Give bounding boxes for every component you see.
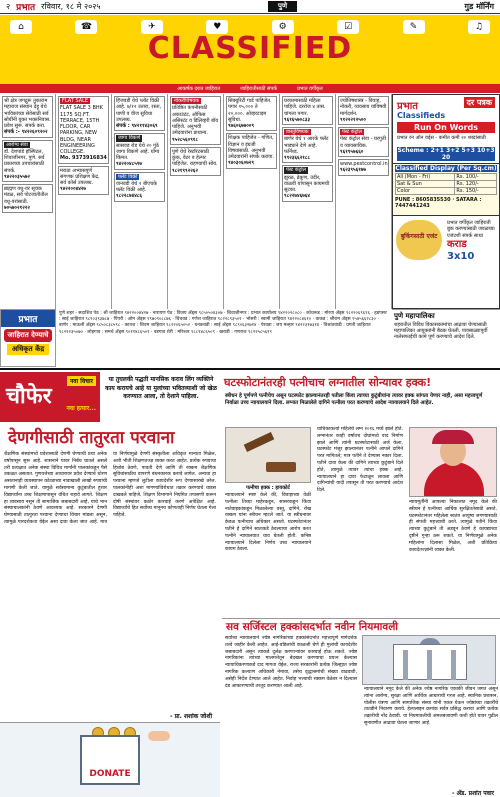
phone-icon: ☎ — [75, 20, 97, 34]
story-text: न्यायालयाने स्पष्ट केले की, विवाहाच्या वेळी पत्नीला तिच्या माहेरकडून, सासरकडून किंवा नातेवाइकांकडून मिळालेल्या वस्तू, दागिने, रोख रक्कम यांना स्त्रीधन म्हटले जाते. या स्त्रीधनावर केवळ पत्नीचाच अधिकार असतो. घटस्फोटानंतर पतीने हे दागिने स्वतःकडे ठेवल्याचा आरोप करत पत्नीने न्यायालयात धाव घेतली होती. कनिष्ठ न्यायालयाने दिलेला निर्णय उच्च न्यायालयाने कायम ठेवला. — [225, 493, 311, 553]
ad-text: प्रतिष्ठित कंपनीसाठी अकाउंटंट, ऑफिस असिस्टंट व डिलिव्हरी बॉय पाहिजे. अनुभवी उमेदवारांना प्राधान्य. — [172, 105, 219, 137]
ad-category: वास्तुविषयक — [286, 129, 309, 135]
display-rates — [392, 164, 500, 216]
ad-category: फ्लॅट विक्री — [118, 173, 138, 180]
ad-text: ब्राह्मण वधू-वर सूचक मंडळ, सर्व पोटजातीतील वधू-वरांसाठी. — [4, 186, 48, 205]
ad-phone: ९८२१९९२२६२ — [172, 167, 199, 174]
run-on-words-label: Run On Words — [397, 122, 495, 133]
editorial-headline: देणगीसाठी तातुरता परवाना — [8, 428, 175, 448]
run-on-words-sub: प्रभात रन ऑन वर्ड्स - कमीत कमी २० शब्दांसाठी — [397, 135, 486, 141]
bride-image — [409, 427, 497, 497]
ad-phone: ९१२२२१२५०० — [340, 116, 367, 123]
donation-box — [80, 735, 140, 785]
heart-icon: ♥ — [206, 20, 228, 34]
ad-text: पेस्ट कंट्रोल सेवा - घरगुती व व्यावसायिक. — [340, 136, 386, 149]
stridhan-story — [222, 426, 500, 616]
gear-icon: ⚙ — [272, 20, 294, 34]
ad-phone: ९६२३९५६१७७ — [340, 167, 367, 174]
gavel-icon — [244, 432, 275, 452]
classifieds-label: Classifieds — [397, 111, 446, 120]
ad-centre-list: पुणे शहर - सदाशिव पेठ : श्री जाहिरात ९४२२००४४२७ · नारायण पेठ : विजय अ‍ॅड्स ९८५०५०४३०७ · शिवाजीनगर : प्रभात कार्यालय ९४२२०२८०८० · कोथरूड : मोरया अ‍ॅड्स ९८२२०६९६९६ · हडपसर : साई जाहिरात ९८९०३९३७८७ · पिंपरी : ओम अ‍ॅड्स ९९७०९०८८७६ · चिंचवड : गणेश जाहिरात ९८२२८९३५०१ · भोसरी : स्वामी जाहिरात ९४२२०८४६१० · वाकड : श्रीराम अ‍ॅड्स ९५४५६६२८३० · बाणेर : माऊली अ‍ॅड्स ९८५०८३८५९८ · कात्रज : शिवम जाहिरात ९८२२०६५०५२ · धनकवडी : साई अ‍ॅड्स ९८९०६३२७१४ · येरवडा : जय मल्हार ९४२२३१७३१४ · विश्रांतवाडी : प्रगती जाहिरात ९८२२२३५०७० · लोहगाव : समर्थ अ‍ॅड्स ९०११४८६५०९ · वडगाव शेरी : मोरेश्वर ९८८१४८६५०९ · खराडी : गणराज ९८२२५८५६१९ — [59, 311, 387, 335]
table-row — [396, 181, 497, 188]
side-news-snippet — [392, 309, 500, 367]
classified-ad — [282, 127, 333, 163]
ad-centre-box — [0, 309, 56, 367]
home-icon: ⌂ — [10, 20, 32, 34]
second-headline: सव सर्जिस्टल हक्कांसदर्भात नवीन नियमावली — [222, 618, 500, 634]
donate-illustration — [0, 722, 220, 797]
ad-category: पेस्ट कंट्रोल — [342, 129, 362, 135]
story-column: सर्वोच्च न्यायालयाने ज्येष्ठ नागरिकांच्या हक्कांसंदर्भात महत्त्वपूर्ण मार्गदर्शक तत्त्वे जाहीर केली आहेत. आई-वडिलांची काळजी घेणे ही मुलांची कायदेशीर जबाबदारी असून त्याकडे दुर्लक्ष करणाऱ्यांवर कारवाई होऊ शकते. ज्येष्ठ नागरिकांना त्यांच्या मालमत्तेतून बेदखल करण्याचा प्रयत्न केल्यास न्यायाधिकरणाकडे दाद मागता येईल. राज्य सरकारांनी प्रत्येक जिल्ह्यात ज्येष्ठ नागरिक कल्याण अधिकारी नेमावा, तसेच वृद्धाश्रमांची संख्या वाढवावी, असेही निर्देश देण्यात आले आहेत. निर्वाह भत्त्याची रक्कम वेळेवर न दिल्यास दंड आकारण्याची तरतूद करण्यात आली आहे. — [225, 636, 357, 689]
banner-footer-item: आकर्षक दरात जाहिरात — [177, 85, 221, 92]
classified-ad — [170, 96, 221, 145]
chauphar-column-logo — [0, 372, 100, 422]
classified-ad — [282, 165, 333, 201]
classified-column-7 — [336, 94, 392, 309]
ad-text: घरकामासाठी महिला पाहिजे. दररोज ४ तास. चांगला पगार. — [284, 98, 326, 117]
karad-label: कराड — [447, 238, 467, 250]
classified-ad — [2, 96, 53, 138]
supreme-court-image — [362, 635, 496, 685]
booking-text: प्रभात वर्गीकृत जाहिराती बुक करण्यासाठी जवळच्या एजंटशी संपर्क साधा — [447, 220, 495, 239]
ad-phone: ९४२२०३५५७२ — [4, 173, 31, 180]
classified-ad — [58, 166, 109, 195]
rates-title: Classified Display (Per Sq.cm) — [395, 165, 497, 172]
banner-footer-item: जाहिरातीसाठी संपर्क — [240, 85, 278, 92]
ad-phone: ९७६०६७७००९ — [228, 123, 255, 129]
ad-centre-sub: अधिकृत केंद्र — [7, 344, 49, 355]
classified-column-3 — [112, 94, 168, 309]
ad-text: ज्योतिषशास्त्र - विवाह, नोकरी, व्यवसाय यांविषयी मार्गदर्शन. — [340, 98, 387, 117]
ad-phone: ७०५७०२१२२२ — [4, 204, 31, 211]
ad-text: वानवडी येथे २ बीएचके फ्लॅट विक्री आहे. — [116, 180, 157, 193]
classified-columns — [0, 94, 500, 309]
ad-phone: ९८२२७४६७६४ — [284, 193, 311, 200]
ad-phone: Mo. 9373916834 — [60, 155, 107, 162]
size-label: 3x10 — [447, 251, 475, 263]
classified-title: CLASSIFIED — [147, 31, 353, 66]
issue-date: रविवार, १८ मे २०२५ — [41, 2, 101, 11]
ad-category: FLAT SALE — [62, 98, 89, 104]
ad-centre-brand: प्रभात — [1, 310, 55, 327]
main-headline: घटस्फोटानंतरही पत्नीचाच लग्नातील सोन्यावर हक्क! — [224, 376, 432, 389]
ad-text: www.pestcontrol.in — [340, 161, 388, 167]
ad-phone: ९९२३६६२१८८ — [284, 155, 311, 161]
image-caption: पत्नीचा हक्क : हायकोर्ट — [246, 484, 290, 491]
pillar-shape — [451, 650, 456, 680]
prabhat-classifieds-ad — [392, 94, 500, 164]
page-number: २ — [6, 2, 11, 11]
ad-category: पेस्ट कंट्रोल — [286, 167, 306, 174]
ad-phone: ९४०३०६०७२९ — [228, 160, 255, 167]
veil-shape — [432, 430, 474, 444]
classified-banner — [0, 15, 500, 93]
story-column — [406, 426, 500, 616]
table-row — [396, 174, 497, 181]
classified-ad — [114, 133, 165, 169]
court-gavel-image — [225, 427, 311, 491]
rate-value: Rs. 150/- — [455, 188, 497, 195]
ad-text: सासवड रोड येथे २० गुंठे जागा विकणे आहे. योग्य किंमत. — [116, 142, 160, 161]
story-byline: - अ‍ॅड. प्रशांत पवार — [451, 790, 494, 797]
news-section — [0, 368, 500, 797]
ad-phone: ९४२२०४८५९७ — [116, 161, 143, 168]
snippet-title: पुणे महापालिका — [394, 312, 435, 320]
classified-ad — [282, 96, 333, 125]
ad-centre-label: जाहिरात देण्याचे — [4, 329, 52, 342]
rate-value: Rs. 100/- — [455, 174, 497, 181]
ad-text: सिक्युरिटी गार्ड पाहिजेत. पगार १५,००० ते २०,०००. ओव्हरटाइम सुविधा. — [228, 98, 272, 123]
rate-card-label: दर पत्रक — [464, 97, 495, 108]
ad-phone: ९५२८५६०९१८ — [172, 136, 199, 143]
ad-text: पुणे येथे रेस्टॉरंटसाठी कुक, वेटर व हेल्पर पाहिजेत. राहण्याची सोय. — [172, 148, 218, 168]
classified-ad — [226, 96, 277, 131]
donate-label: DONATE — [89, 769, 131, 779]
ad-category: आरोग्य सेवा — [6, 141, 28, 148]
classified-column-1 — [0, 94, 56, 309]
ad-phone: ९८२२८७४४८६ — [116, 193, 143, 200]
ad-text: बाणेर येथे १ आरके फ्लॅट भाड्याने देणे आहे. फर्निश्ड. — [284, 136, 329, 155]
city-label: पुणे — [268, 1, 297, 12]
ad-phone: संपर्क : ९४२११४३०६९ — [116, 123, 158, 129]
classified-ad — [170, 147, 221, 176]
story-text: न्यायालयाने नमूद केले की अनेक ज्येष्ठ नागरिक एकाकी जीवन जगत असून त्यांना आरोग्य, सुरक्षा आणि आर्थिक आधाराची गरज आहे. स्थानिक प्रशासन, पोलीस यंत्रणा आणि सामाजिक संस्था यांनी एकत्र येऊन ज्येष्ठांच्या तक्रारींचे तातडीने निवारण करावे. हेल्पलाइन क्रमांक सर्वत्र प्रसिद्ध करावा आणि प्रत्येक तक्रारीची नोंद ठेवावी. या नियमावलीची अंमलबजावणी कशी होते यावर पुढील सुनावणीत आढावा घेतला जाणार आहे. — [364, 687, 498, 726]
rate-key: Color — [396, 188, 455, 195]
ad-text: शिक्षक पाहिजेत - गणित, विज्ञान व इंग्रजी विषयांसाठी. अनुभवी उमेदवारांनी संपर्क करावा. — [228, 135, 274, 160]
rate-key: All (Mon - Fri) — [396, 174, 455, 181]
scheme-label: Scheme : 2+1 3+2 5+3 10+3 20 — [397, 147, 495, 161]
rates-contact: PUNE : 8605835530 · SATARA : 7447441243 — [395, 197, 482, 209]
ad-phone: ९६१६५७०८३३ — [284, 116, 311, 123]
ad-phone: संपर्क :- ९४२२६०९२०२ — [4, 129, 48, 136]
rate-key: Sat & Sun — [396, 181, 455, 188]
rates-table — [395, 173, 497, 195]
page-header — [0, 0, 500, 14]
ad-phone: ९६१९५७६६० — [340, 148, 364, 155]
ad-text: FLAT SALE 3 BHK 1175 SQ.FT. TERRACE, 15TH FLOOR, CAR PARKING, NEW BLDG, NEAR ENGINEERING COLLEGE. — [60, 105, 103, 155]
classified-ad — [58, 96, 109, 164]
classified-ad — [114, 96, 165, 131]
story-column — [362, 635, 500, 797]
music-icon: ♫ — [468, 20, 490, 34]
prabhat-logo: प्रभात — [397, 101, 419, 112]
saree-shape — [424, 462, 484, 497]
main-subheadline: स्त्रीधन हे पूर्णपणे पत्नीचेच असून घटस्फोट झाल्यानंतरही पतीला किंवा त्याच्या कुटुंबीयांना त्यावर हक्क सांगता येणार नाही, असा महत्त्वपूर्ण निर्वाळा उच्च न्यायालयाने दिला. लग्नात मिळालेले दागिने पत्नीला परत करण्याचे आदेश न्यायालयाने दिले आहेत. — [225, 393, 483, 407]
classified-column-4 — [168, 94, 224, 309]
classified-ad — [2, 184, 53, 213]
snippet-text: शहरातील विविध विकासकामांचा आढावा घेण्यासाठी महापालिका आयुक्तांनी बैठक घेतली. पावसाळ्यापूर्वी नालेसफाईची कामे पूर्ण करण्याचे आदेश दिले. — [394, 321, 488, 341]
checkbox-icon: ☑ — [337, 20, 359, 34]
chauphar-title: चौफेर — [6, 384, 52, 409]
story-text: न्यायमूर्तींनी आपल्या निकालात नमूद केले की स्त्रीधन हे पत्नीच्या आर्थिक सुरक्षिततेसाठी असते. घटस्फोटानंतर महिलेला स्वतंत्र आयुष्य जगण्यासाठी ही संपत्ती महत्त्वाची ठरते. त्यामुळे पतीने किंवा त्याच्या कुटुंबाने ती अडवून ठेवणे हे कायद्याच्या दृष्टीने गुन्हा ठरू शकते. या निर्णयामुळे अनेक महिलांना दिलासा मिळेल, अशी प्रतिक्रिया कायदेतज्ज्ञांनी व्यक्त केली. — [409, 500, 497, 553]
ad-category: नोकरीविषयक — [174, 98, 199, 104]
editorial-byline: - प्रा. शशांक जोशी — [170, 713, 212, 720]
banner-footer-item: प्रभात वर्गीकृत — [297, 85, 323, 92]
pencil-icon: ✎ — [403, 20, 425, 34]
pillar-shape — [403, 650, 408, 680]
editorial-body: शैक्षणिक संस्थांमध्ये प्रवेशासाठी देणगी घेण्याची प्रथा अनेक वर्षांपासून सुरू आहे. शासनाने यावर निर्बंध घातले असले तरी प्रत्यक्षात अनेक संस्था विविध मार्गांनी पालकांकडून पैसे उकळत असतात. गुणवत्तेच्या आधारावर प्रवेश देण्याचे धोरण असतानाही व्यवस्थापन कोट्याच्या नावाखाली लाखो रुपयांची मागणी केली जाते. यामुळे सर्वसामान्य कुटुंबातील हुशार विद्यार्थ्यांना उच्च शिक्षणापासून वंचित राहावे लागते. शिक्षण हा व्यवसाय नसून ती सामाजिक जबाबदारी आहे, याचे भान संस्थाचालकांनी ठेवणे आवश्यक आहे. सरकारने देणगी घेण्यासाठी तात्पुरता परवाना देण्याचा विचार मांडला असून, त्यामुळे पारदर्शकता येईल असा दावा केला जात आहे. मात्र या निर्णयामुळे देणगी संस्कृतीला अधिकृत मान्यता मिळेल, अशी भीती शिक्षणतज्ज्ञ व्यक्त करत आहेत. प्रत्येक रुपयाचा हिशोब ठेवणे, पावती देणे आणि ती रक्कम शैक्षणिक सुविधांसाठीच वापरणे बंधनकारक करावे लागेल. अन्यथा हा परवाना म्हणजे लुटीला कायदेशीर रूप देण्यासारखे ठरेल. पालकांनीही अशा मागण्यांविरोधात तक्रार करण्याचे धाडस दाखवले पाहिजे. शिक्षण विभागाने नियमित तपासणी करून दोषी संस्थांवर कठोर कारवाई करणे अपेक्षित आहे. विद्यार्थ्यांचे हित सर्वोच्च मानूनच कोणताही निर्णय घेतला गेला पाहिजे. — [4, 452, 216, 525]
classified-ad — [338, 159, 389, 176]
chauphar-tagline: नवा हत्यार... — [66, 405, 96, 412]
table-row — [396, 188, 497, 195]
ad-category: जागा विकणे — [118, 135, 141, 142]
masthead-logo: प्रभात — [16, 3, 36, 13]
story-column — [222, 426, 314, 616]
chauphar-tag: नवा विचार — [67, 376, 96, 386]
classified-ad — [226, 133, 277, 168]
ad-text: डॉ. देशपांडे हॉस्पिटल, शिवाजीनगर, पुणे. सर्व प्रकारच्या उपचारांसाठी संपर्क. — [4, 148, 45, 174]
pillar-shape — [427, 650, 432, 680]
plane-icon: ✈ — [141, 20, 163, 34]
rate-card-column — [392, 94, 500, 309]
classified-ad — [2, 140, 53, 183]
senior-rights-story — [222, 635, 500, 797]
classified-ad — [338, 127, 389, 157]
booking-text-block — [447, 220, 496, 264]
classified-column-2 — [56, 94, 112, 309]
banner-footer — [0, 84, 500, 93]
column-intro: या तुघलकी पद्धती मानसिक कराव लिंग व्यक्तिने काय करायचे आहे या मुलांच्या भवितव्याशी जो खेळ करण्यात आला, तो देशाने पाहिला. — [105, 376, 217, 401]
ad-text: श्री क्षेत्र जगद्गुरू तुकाराम महाराज संस्थान देहू येथे भाविकांच्या सेवेसाठी सर्व सोयींनी युक्त भक्तनिवास. प्रवेश सुरू. संपर्क करा. — [4, 98, 51, 129]
classified-column-5 — [224, 94, 280, 309]
ad-text: हिंजवडी येथे प्लॉट विक्री आहे. ७/१२ उतारा, रस्ता, पाणी व वीज सुविधा उपलब्ध. — [116, 98, 162, 123]
classified-column-6 — [280, 94, 336, 309]
booking-badge: बुकिंगसाठी एजंट — [396, 220, 442, 260]
rate-value: Rs. 120/- — [455, 181, 497, 188]
gavel-base — [266, 462, 296, 472]
ad-text: मराठा अभ्यासपूर्ण संगणक प्रशिक्षण केंद्र, सर्व कोर्स उपलब्ध. — [60, 167, 100, 186]
ad-text: झुरळ, ढेकूण, उंदीर, वाळवी यांपासून कायमची सुटका. — [284, 174, 330, 193]
classified-ad — [114, 172, 165, 202]
edition-label: गुड मॉर्निंग — [464, 2, 494, 11]
booking-agent-ad — [392, 216, 500, 309]
header-left — [6, 0, 101, 13]
hand-icon — [148, 731, 170, 741]
ad-phone: ९४२२००४४२७ — [60, 186, 87, 193]
story-column: याचिकाकर्त्या महिलेचे लग्न २०१६ मध्ये झाले होते. लग्नानंतर काही वर्षांतच दोघांमध्ये वाद निर्माण झाले आणि त्यांनी घटस्फोटासाठी अर्ज केला. घटस्फोट मंजूर झाल्यानंतर पत्नीने आपले दागिने परत मागितले; मात्र पतीने ते देण्यास नकार दिला. पतीने दावा केला की दागिने त्याच्या कुटुंबाने दिले होते, त्यामुळे त्यावर त्यांचा हक्क आहे. न्यायालयाने हा दावा फेटाळून लावला आणि दागिन्यांची यादी तपासून ती परत करण्याचे आदेश दिले. — [317, 427, 403, 494]
classified-ad — [338, 96, 389, 125]
